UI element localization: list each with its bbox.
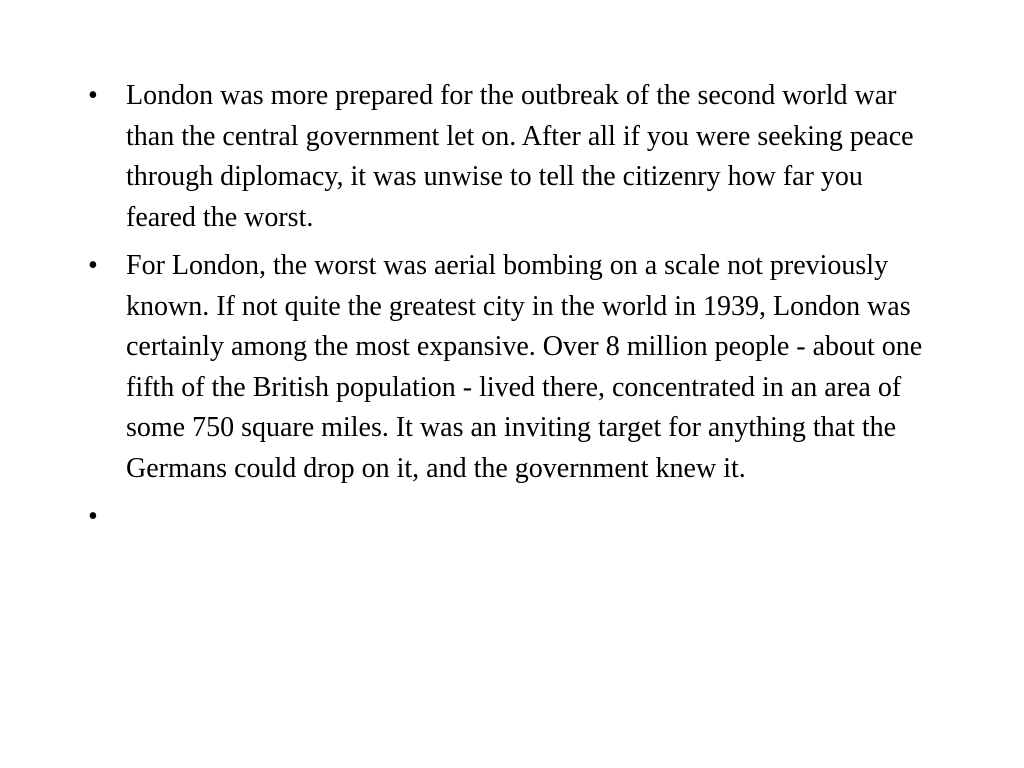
bullet-marker: • — [88, 80, 98, 111]
bullet-text: For London, the worst was aerial bombing on a scale not previously known. If not quite the greatest city in the world in 1939, London was certainly among the most expansive. Over 8 million people - about one fifth of the British population - lived there, concentrated in an area of some 750 square miles. It was an inviting target for anything that the Germans could drop on it, and the government knew it. — [126, 250, 923, 484]
bullet-text: London was more prepared for the outbreak of the second world war than the central government let on. After all if you were seeking peace through diplomacy, it was unwise to tell the citizenry how far you feared the worst. — [126, 80, 914, 233]
bullet-marker: • — [88, 250, 98, 281]
bullet-text — [126, 497, 928, 537]
bullet-marker: • — [88, 501, 98, 532]
bullet-item-empty — [88, 497, 928, 537]
bullet-item — [88, 246, 928, 489]
bullet-item — [88, 76, 928, 238]
bullet-list — [88, 76, 928, 545]
